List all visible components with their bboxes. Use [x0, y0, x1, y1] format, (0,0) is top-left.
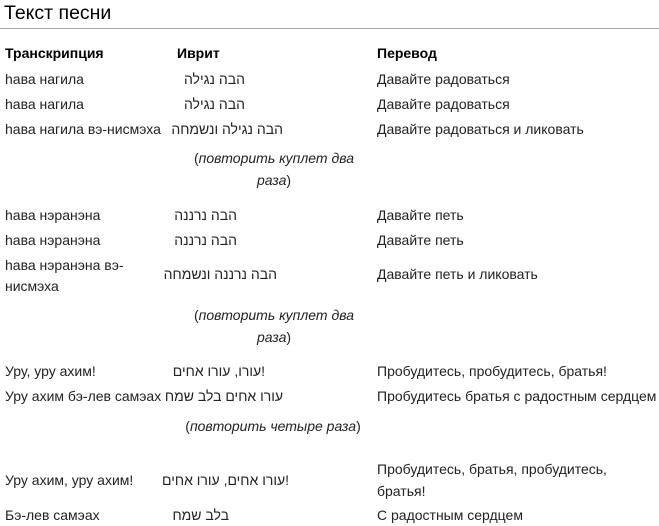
note-text-line1: повторить куплет два — [198, 150, 354, 166]
transcription-cell: Уру ахим бэ-лев самэах — [5, 388, 162, 404]
transcription-cell: hава нагила — [5, 96, 84, 112]
translation-cell: Давайте радоваться — [377, 71, 510, 87]
title-divider — [0, 28, 659, 29]
hebrew-cell: עורו אחים בלב שמח — [164, 388, 283, 404]
translation-cell: Давайте радоваться — [377, 96, 510, 112]
section-title: Текст песни — [4, 2, 112, 24]
translation-cell: Пробудитесь, пробудитесь, братья! — [377, 363, 607, 379]
hebrew-cell: !עורו, עורו אחים — [172, 363, 265, 379]
note-open-paren: ( — [185, 418, 190, 434]
repeat-note — [180, 304, 368, 348]
translation-cell: Пробудитесь братья с радостным сердцем — [377, 388, 657, 404]
transcription-cell-line2: нисмэха — [5, 278, 59, 294]
note-text-line2: раза — [256, 172, 287, 188]
note-open-paren: ( — [193, 150, 199, 166]
note-text-line2: раза — [256, 329, 287, 345]
note-text-line1: повторить куплет два — [198, 307, 354, 323]
translation-cell: С радостным сердцем — [377, 507, 523, 523]
header-translation: Перевод — [377, 45, 437, 61]
hebrew-cell: הבה נגילה ונשמחה — [171, 121, 283, 137]
note-close-paren: ) — [356, 418, 361, 434]
header-hebrew: Иврит — [177, 45, 220, 61]
note-open-paren: ( — [193, 307, 199, 323]
hebrew-cell: בלב שמח — [172, 507, 229, 523]
transcription-cell: hава нэранэна — [5, 232, 101, 248]
repeat-note — [180, 147, 368, 191]
transcription-cell: hава нэранэна — [5, 207, 101, 223]
transcription-cell: Уру, уру ахим! — [5, 363, 96, 379]
repeat-note — [166, 415, 380, 437]
translation-cell: Давайте радоваться и ликовать — [377, 121, 584, 137]
translation-cell: Пробудитесь, братья, пробудитесь, — [377, 461, 607, 477]
transcription-cell: hава нагила — [5, 71, 84, 87]
hebrew-cell: הבה נגילה — [183, 71, 245, 87]
hebrew-cell: הבה נרננה ונשמחה — [163, 266, 277, 282]
note-close-paren: ) — [286, 329, 292, 345]
transcription-cell: hава нэранэна вэ- — [5, 257, 124, 273]
translation-cell: Давайте петь и ликовать — [377, 266, 538, 282]
note-close-paren: ) — [286, 172, 292, 188]
hebrew-cell: הבה נרננה — [174, 232, 237, 248]
translation-cell-line2: братья! — [377, 483, 426, 499]
header-transcription: Транскрипция — [5, 45, 104, 61]
transcription-cell: hава нагила вэ-нисмэха — [5, 121, 161, 137]
transcription-cell: Бэ-лев самэах — [5, 507, 100, 523]
transcription-cell: Уру ахим, уру ахим! — [5, 472, 134, 488]
hebrew-cell: הבה נרננה — [174, 207, 237, 223]
hebrew-cell: !עורו אחים, עורו אחים — [162, 472, 289, 488]
hebrew-cell: הבה נגילה — [183, 96, 245, 112]
translation-cell: Давайте петь — [377, 207, 464, 223]
note-text: повторить четыре раза — [189, 418, 357, 434]
translation-cell: Давайте петь — [377, 232, 464, 248]
